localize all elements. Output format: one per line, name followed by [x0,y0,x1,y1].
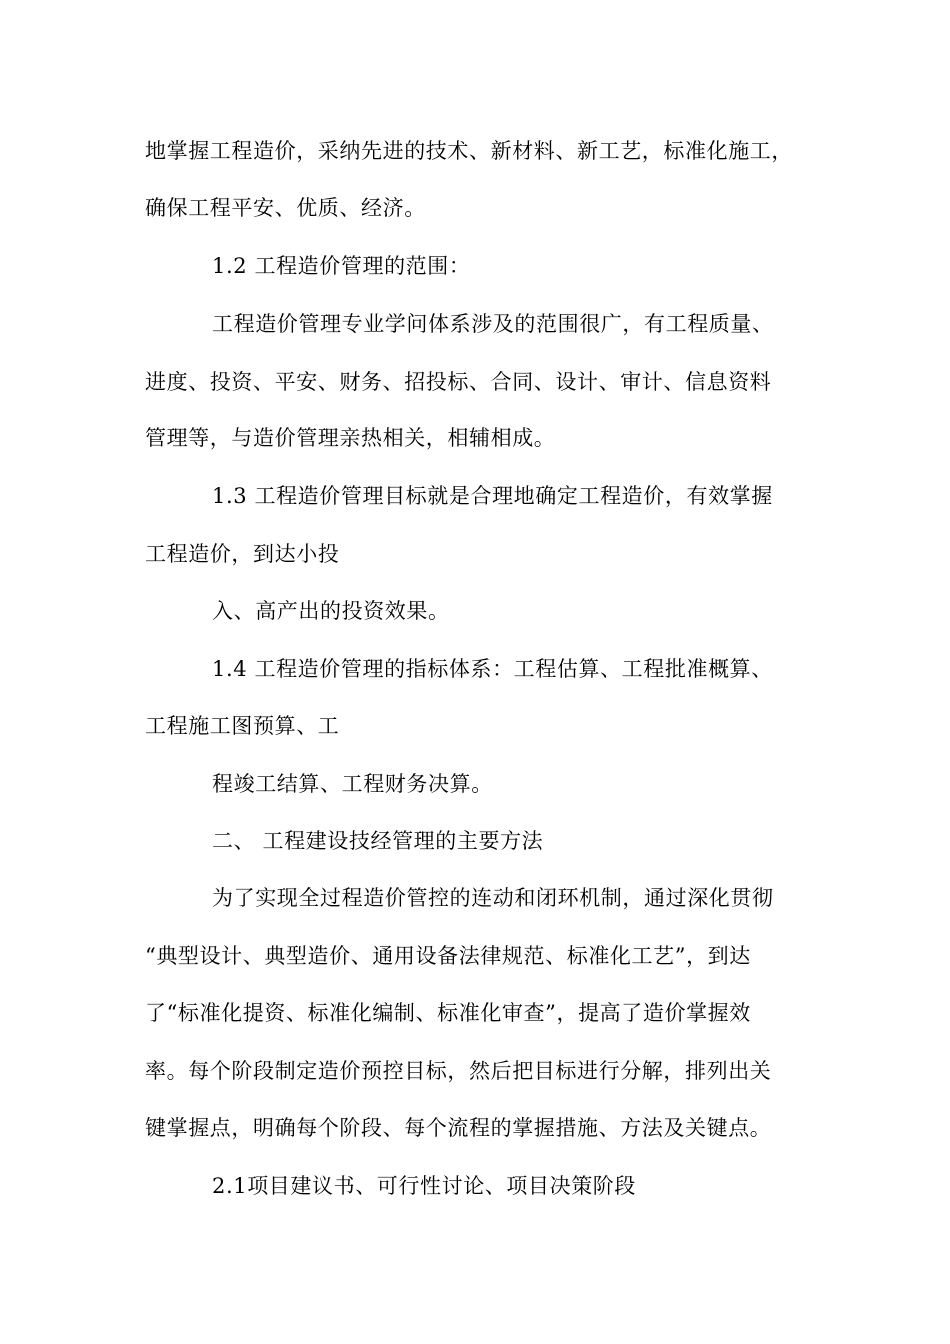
chapter-heading: 二、 工程建设技经管理的主要方法 [212,829,544,853]
text-line: 程竣工结算、工程财务决算。 [212,772,493,796]
text-line: 率。每个阶段制定造价预控目标，然后把目标进行分解，排列出关 [145,1059,772,1083]
text-line: 地掌握工程造价，采纳先进的技术、新材料、新工艺，标准化施工， [145,139,793,163]
section-heading: 1.2 工程造价管理的范围： [212,254,471,278]
text-line: 为了实现全过程造价管控的连动和闭环机制，通过深化贯彻 [212,886,774,910]
text-line: 工程施工图预算、工 [145,714,340,738]
text-line: 了“标准化提资、标准化编制、标准化审查”，提高了造价掌握效 [145,1001,751,1025]
text-line: 进度、投资、平安、财务、招投标、合同、设计、审计、信息资料 [145,370,772,394]
text-line: 入、高产出的投资效果。 [212,599,450,623]
text-line: 管理等，与造价管理亲热相关，相辅相成。 [145,426,556,450]
text-line: 工程造价，到达小投 [145,542,340,566]
text-line: 工程造价管理专业学问体系涉及的范围很广，有工程质量、 [212,312,774,336]
section-heading: 1.4 工程造价管理的指标体系：工程估算、工程批准概算、 [212,657,773,681]
text-line: 键掌握点，明确每个阶段、每个流程的掌握措施、方法及关键点。 [145,1116,772,1140]
text-line: “典型设计、典型造价、通用设备法律规范、标准化工艺”，到达 [145,944,751,968]
text-line: 确保工程平安、优质、经济。 [145,196,426,220]
section-heading: 2.1项目建议书、可行性讨论、项目决策阶段 [212,1174,636,1198]
section-heading: 1.3 工程造价管理目标就是合理地确定工程造价，有效掌握 [212,484,773,508]
